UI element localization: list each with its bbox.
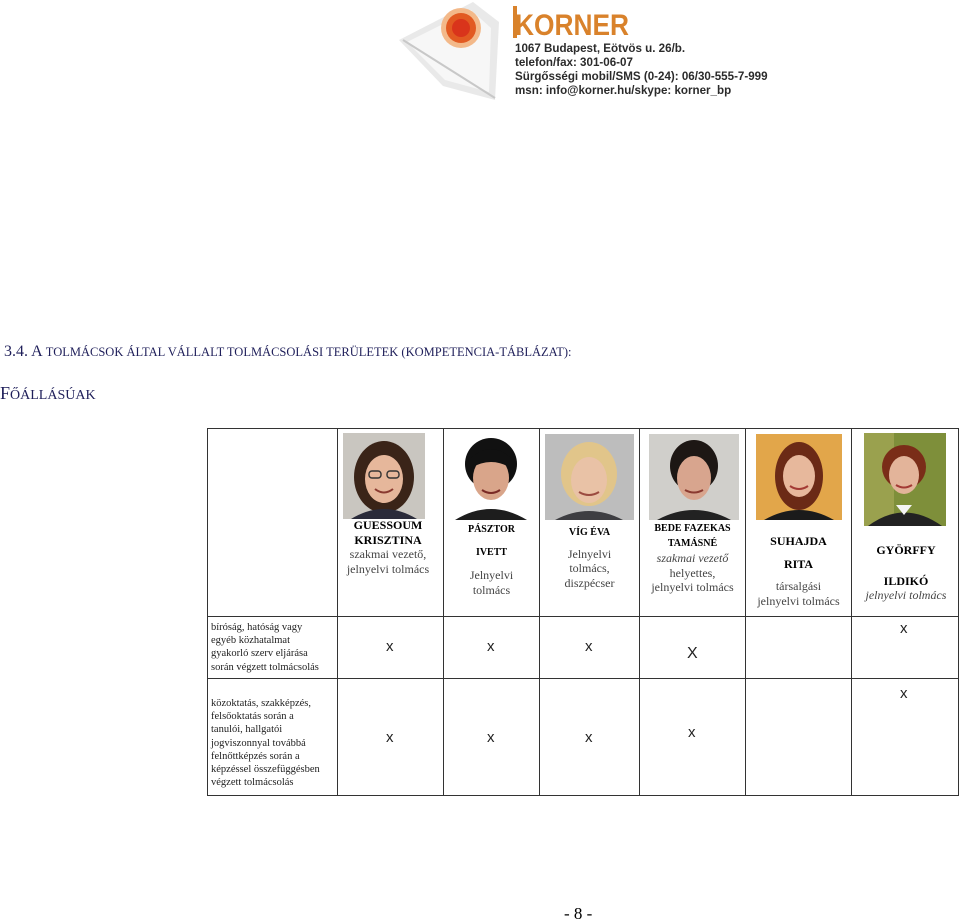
photo-guessoum-krisztina (343, 433, 425, 519)
interpreter-firstname: KRISZTINA (354, 532, 422, 547)
row-label-education (211, 697, 320, 789)
interpreter-firstname: TAMÁSNÉ (667, 537, 718, 549)
competence-mark: x (688, 724, 696, 741)
interpreter-role: társalgási (775, 579, 822, 593)
interpreter-caption-4 (640, 522, 745, 595)
interpreter-role: szakmai vezető, (349, 547, 427, 561)
interpreter-caption-5 (747, 534, 850, 608)
competence-mark: x (386, 729, 394, 746)
table-column-divider (539, 428, 540, 796)
competence-mark: x (900, 620, 908, 637)
interpreter-role: jelnyelvi tolmács (865, 588, 947, 602)
letterhead-phone: telefon/fax: 301-06-07 (515, 56, 633, 69)
competence-mark: x (386, 638, 394, 655)
table-row-divider (207, 616, 959, 617)
photo-suhajda-rita (756, 434, 842, 520)
interpreter-role: tolmács (472, 582, 511, 597)
interpreter-role: jelnyelvi tolmács (346, 561, 430, 576)
interpreter-role: Jelnyelvi (567, 546, 612, 561)
interpreter-surname: BEDE FAZEKAS (654, 523, 731, 534)
section-title: TOLMÁCSOK ÁLTAL VÁLLALT TOLMÁCSOLÁSI TERÜLETEK (KOMPETENCIA-TÁBLÁZAT): (45, 345, 572, 359)
competence-mark: x (585, 638, 593, 655)
row-label-line: felsőoktatás során a (211, 711, 294, 723)
interpreter-role: Jelnyelvi (469, 568, 514, 582)
table-column-divider (851, 428, 852, 796)
row-label-line: során végzett tolmácsolás (211, 661, 319, 673)
interpreter-role: diszpécser (564, 575, 615, 590)
interpreter-name: VÍG ÉVA (568, 527, 611, 538)
table-border-top (207, 428, 959, 429)
competence-mark: X (687, 645, 698, 662)
photo-gyorffy-ildiko (864, 433, 946, 526)
interpreter-role: jelnyelvi tolmács (651, 580, 734, 594)
company-emblem-icon (395, 0, 515, 104)
interpreter-role: helyettes, (669, 565, 716, 580)
interpreter-role: tolmács, (569, 561, 610, 575)
interpreter-caption-1 (338, 518, 438, 576)
photo-vig-eva (545, 434, 634, 520)
row-label-court (211, 621, 319, 674)
row-label-line: tanulói, hallgatói (211, 724, 283, 736)
photo-bede-fazekas-tamasne (649, 434, 739, 520)
interpreter-firstname: ILDIKÓ (883, 573, 929, 588)
subsection-title: ŐÁLLÁSÚAK (10, 388, 96, 403)
competence-mark: x (900, 685, 908, 702)
table-row-divider (207, 678, 959, 679)
row-label-line: gyakorló szerv eljárása (211, 648, 308, 660)
interpreter-firstname: RITA (783, 556, 814, 571)
table-column-divider (443, 428, 444, 796)
interpreter-role: szakmai vezető (656, 551, 729, 565)
competence-mark: x (585, 729, 593, 746)
interpreter-firstname: IVETT (475, 546, 508, 558)
row-label-line: képzéssel összefüggésben (211, 764, 320, 776)
interpreter-caption-3 (540, 526, 639, 590)
korner-logo-icon (513, 4, 633, 40)
interpreter-role: jelnyelvi tolmács (757, 593, 840, 608)
subsection-initial: F (0, 383, 11, 403)
letterhead (395, 0, 795, 104)
section-heading (4, 343, 572, 361)
section-title-initial: A (31, 343, 42, 360)
section-number: 3.4. (4, 343, 28, 360)
row-label-line: bíróság, hatóság vagy (211, 622, 303, 633)
page-number: - 8 - (564, 904, 593, 923)
interpreter-caption-6 (853, 543, 959, 603)
interpreter-surname: SUHAJDA (770, 534, 827, 548)
row-label-line: végzett tolmácsolás (211, 777, 294, 789)
table-column-divider (207, 428, 208, 796)
letterhead-emergency: Sürgősségi mobil/SMS (0-24): 06/30-555-7-999 (515, 70, 768, 83)
interpreter-caption-2 (444, 523, 539, 597)
photo-pasztor-ivett (449, 434, 533, 520)
table-column-divider (337, 428, 338, 796)
interpreter-surname: GYÖRFFY (876, 543, 936, 557)
korner-logo (513, 4, 633, 40)
row-label-line: közoktatás, szakképzés, (211, 698, 312, 709)
row-label-line: jogviszonnyal továbbá (211, 737, 306, 749)
table-border-bottom (207, 795, 959, 796)
row-label-line: egyéb közhatalmat (211, 635, 291, 647)
svg-text:KORNER: KORNER (515, 9, 630, 40)
letterhead-contact: msn: info@korner.hu/skype: korner_bp (515, 84, 732, 97)
subsection-heading (0, 383, 96, 404)
table-column-divider (745, 428, 746, 796)
competence-mark: x (487, 729, 495, 746)
interpreter-surname: GUESSOUM (353, 518, 423, 532)
letterhead-contact-block (515, 42, 768, 98)
competence-mark: x (487, 638, 495, 655)
row-label-line: felnőttképzés során a (211, 750, 300, 762)
interpreter-surname: PÁSZTOR (467, 524, 516, 535)
table-column-divider (639, 428, 640, 796)
letterhead-address: 1067 Budapest, Eötvös u. 26/b. (515, 42, 686, 55)
table-column-divider (958, 428, 959, 796)
